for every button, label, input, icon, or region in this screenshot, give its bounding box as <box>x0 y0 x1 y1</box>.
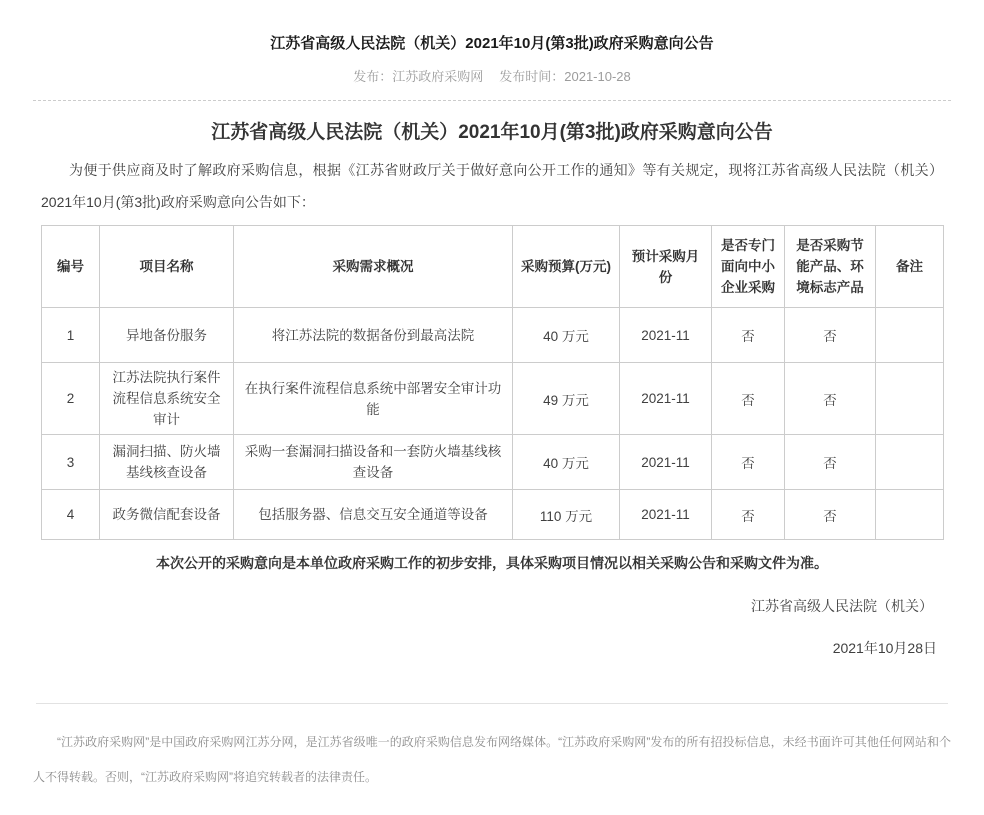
cell-project-name: 异地备份服务 <box>100 308 234 363</box>
cell-demand-summary: 包括服务器、信息交互安全通道等设备 <box>234 490 513 540</box>
intro-paragraph: 为便于供应商及时了解政府采购信息，根据《江苏省财政厅关于做好意向公开工作的通知》等有关规定，现将江苏省高级人民法院（机关）2021年10月(第3批)政府采购意向公告如下： <box>41 162 943 210</box>
publisher-name: 江苏政府采购网 <box>392 69 484 84</box>
cell-sme: 否 <box>712 435 785 490</box>
cell-number: 1 <box>42 308 100 363</box>
cell-remark <box>876 308 944 363</box>
cell-remark <box>876 490 944 540</box>
col-header-number: 编号 <box>42 226 100 308</box>
announcement-article <box>41 120 943 657</box>
cell-sme: 否 <box>712 308 785 363</box>
table-row <box>42 435 944 490</box>
table-row <box>42 490 944 540</box>
page-title: 江苏省高级人民法院（机关）2021年10月(第3批)政府采购意向公告 <box>270 35 714 52</box>
cell-project-name: 政务微信配套设备 <box>100 490 234 540</box>
cell-number: 4 <box>42 490 100 540</box>
procurement-intent-table <box>41 225 944 540</box>
signature-date: 2021年10月28日 <box>832 640 937 656</box>
publish-label: 发布： <box>353 69 393 84</box>
table-row <box>42 363 944 435</box>
dashed-divider <box>33 100 951 101</box>
col-header-month: 预计采购月份 <box>620 226 712 308</box>
cell-number: 3 <box>42 435 100 490</box>
publish-time-label: 发布时间： <box>499 69 565 84</box>
cell-demand-summary: 将江苏法院的数据备份到最高法院 <box>234 308 513 363</box>
cell-budget: 40 万元 <box>513 435 620 490</box>
document-header <box>0 0 984 85</box>
table-row <box>42 308 944 363</box>
cell-budget: 40 万元 <box>513 308 620 363</box>
cell-number: 2 <box>42 363 100 435</box>
col-header-green-products: 是否采购节能产品、环境标志产品 <box>785 226 876 308</box>
col-header-remark: 备注 <box>876 226 944 308</box>
cell-green: 否 <box>785 308 876 363</box>
cell-demand-summary: 在执行案件流程信息系统中部署安全审计功能 <box>234 363 513 435</box>
cell-month: 2021-11 <box>620 363 712 435</box>
cell-project-name: 漏洞扫描、防火墙基线核查设备 <box>100 435 234 490</box>
cell-demand-summary: 采购一套漏洞扫描设备和一套防火墙基线核查设备 <box>234 435 513 490</box>
cell-month: 2021-11 <box>620 308 712 363</box>
cell-budget: 49 万元 <box>513 363 620 435</box>
cell-green: 否 <box>785 363 876 435</box>
note-paragraph: 本次公开的采购意向是本单位政府采购工作的初步安排，具体采购项目情况以相关采购公告和采购文件为准。 <box>156 555 828 571</box>
publish-time: 2021-10-28 <box>564 69 631 84</box>
cell-sme: 否 <box>712 363 785 435</box>
cell-month: 2021-11 <box>620 435 712 490</box>
article-heading: 江苏省高级人民法院（机关）2021年10月(第3批)政府采购意向公告 <box>211 122 773 143</box>
cell-green: 否 <box>785 490 876 540</box>
cell-green: 否 <box>785 435 876 490</box>
col-header-sme: 是否专门面向中小企业采购 <box>712 226 785 308</box>
col-header-budget: 采购预算(万元) <box>513 226 620 308</box>
cell-month: 2021-11 <box>620 490 712 540</box>
cell-project-name: 江苏法院执行案件流程信息系统安全审计 <box>100 363 234 435</box>
cell-budget: 110 万元 <box>513 490 620 540</box>
site-disclaimer: “江苏政府采购网”是中国政府采购网江苏分网，是江苏省级唯一的政府采购信息发布网络媒体。“江苏政府采购网”发布的所有招投标信息，未经书面许可其他任何网站和个人不得转载。否则，“江苏政府采购网”将追究转载者的法律责任。 <box>33 735 951 784</box>
table-header-row <box>42 226 944 308</box>
col-header-demand-summary: 采购需求概况 <box>234 226 513 308</box>
col-header-project-name: 项目名称 <box>100 226 234 308</box>
signature-org: 江苏省高级人民法院（机关） <box>751 598 933 614</box>
cell-remark <box>876 363 944 435</box>
publish-info <box>0 69 984 85</box>
cell-remark <box>876 435 944 490</box>
solid-divider <box>36 703 948 704</box>
cell-sme: 否 <box>712 490 785 540</box>
